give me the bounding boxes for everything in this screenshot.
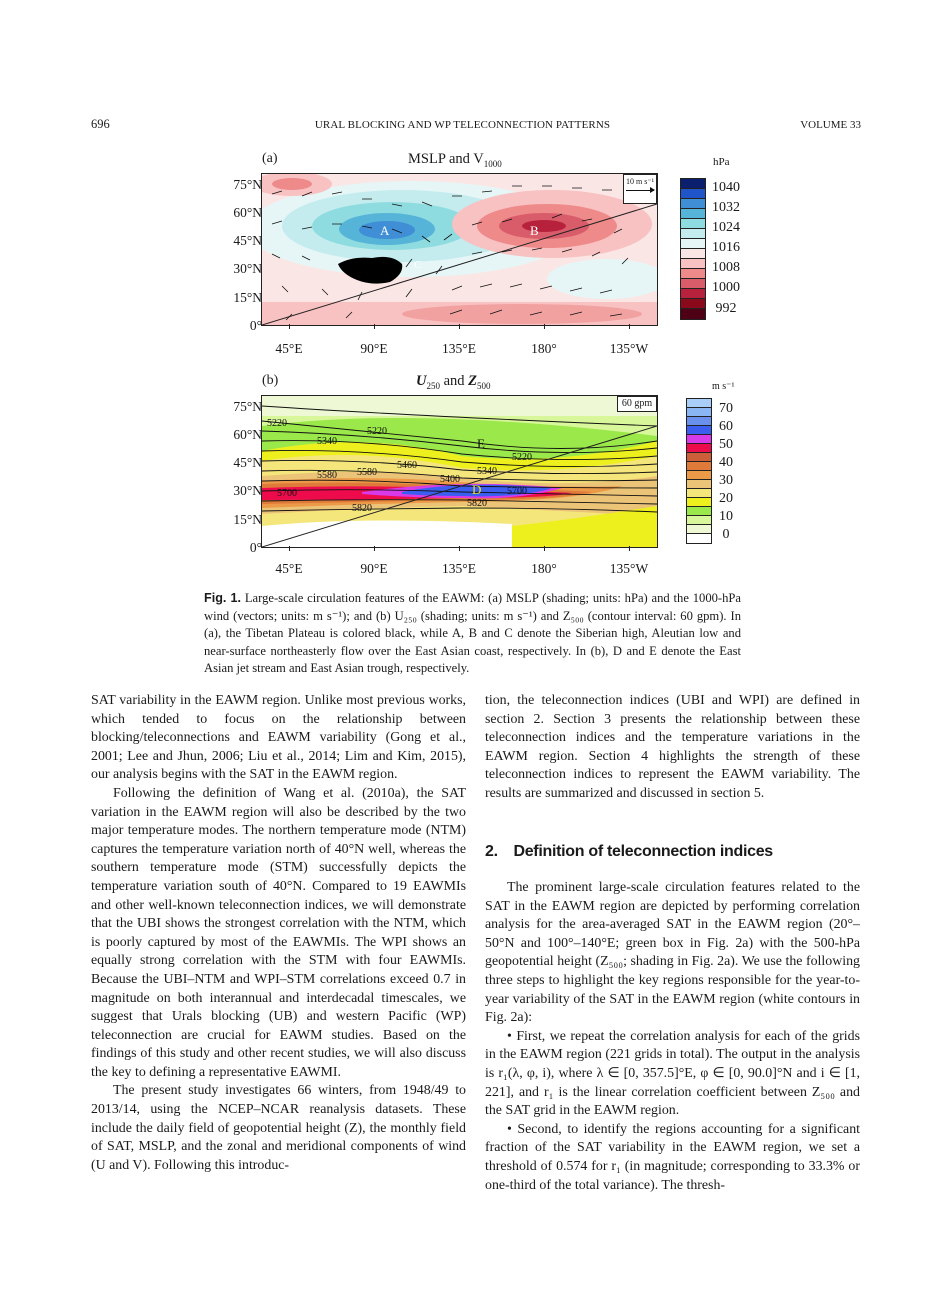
colorbar-label: 1016 [712, 240, 740, 255]
mslp-map [261, 173, 658, 326]
panel-a-title-text: MSLP and V [408, 151, 484, 167]
panel-b-title-and: and [439, 373, 469, 389]
panel-b-label: (b) [262, 373, 279, 388]
colorbar-label: 50 [719, 437, 733, 452]
panel-a-title [408, 151, 502, 169]
x-tick-label: 135°W [609, 561, 649, 576]
colorbar-label: 1024 [712, 220, 740, 235]
x-tick-label: 90°E [360, 341, 388, 356]
y-tick-label: 45°N [233, 455, 262, 470]
svg-text:5700: 5700 [277, 488, 297, 499]
y-tick-label: 45°N [233, 233, 262, 248]
y-tick-label: 60°N [233, 427, 262, 442]
colorbar-label: 30 [719, 473, 733, 488]
paragraph: SAT variability in the EAWM region. Unlike most previous works, which tended to focus on the relationship between blocking/teleconnections and EAWM variability (Gong et al., 2001; Lee and Jhun, 2006; Liu et al., 2014; Lim and Kim, 2015), our analysis begins with the SAT in the EAWM region. [91, 693, 466, 783]
y-tick-label: 75°N [233, 399, 262, 414]
svg-text:5580: 5580 [317, 470, 337, 481]
panel-b-title-z: Z [468, 373, 478, 389]
paragraph: The prominent large-scale circulation features related to the SAT in the EAWM region are depicted by performing correlation analysis for the area-averaged SAT in the EAWM region (20°–50°N and 100°–140°E; green box in Fig. 2a) with the 500-hPa geopotential height (Z₅₀₀; shading in Fig. 2a). We use the following three steps to highlight the key regions responsible for the year-to-year variability of the SAT in the EAWM region (white contours in Fig. 2a): [485, 880, 860, 1026]
panel-b-title-u: U [416, 373, 427, 389]
running-title: URAL BLOCKING AND WP TELECONNECTION PATTERNS [314, 119, 611, 131]
marker-a: A [380, 223, 390, 238]
colorbar-a-unit: hPa [713, 156, 730, 168]
panel-b-title-u-sub: 250 [426, 380, 440, 391]
paragraph: • First, we repeat the correlation analysis for each of the grids in the EAWM region (221 grids in total). The output in the analysis is r₁(λ, φ, i), where λ ∈ [0, 357.5]°E, φ ∈ [0, 90.0]°N and i ∈ [1, 221], and r₁ is the linear correlation coefficient between Z₅₀₀ and the SAT grid in the EAWM region. [485, 1028, 860, 1119]
colorbar-label: 1000 [712, 280, 740, 295]
svg-text:5700: 5700 [507, 486, 527, 497]
colorbar-b-unit: m s⁻¹ [712, 381, 735, 392]
colorbar-label: 1040 [712, 180, 740, 195]
x-tick-label: 90°E [360, 561, 388, 576]
caption-text: Large-scale circulation features of the EAWM: (a) MSLP (shading; units: hPa) and the 1000-hPa wind (vectors; units: m s⁻¹); and (b) U₂₅₀ (shading; units: m s⁻¹) and Z₅₀₀ (contour interval: 60 gpm). In (a), the Tibetan Plateau is colored black, while A, B and C denote the Siberian high, Aleutian low and near-surface northeasterly flow over the East Asian coast, respectively. In (b), D and E denote the East Asian jet stream and East Asian trough, respectively. [204, 591, 741, 675]
colorbar-label: 40 [719, 455, 733, 470]
figure-caption [204, 590, 741, 678]
colorbar-label: 10 [719, 509, 733, 524]
x-tick-label: 180° [531, 561, 557, 576]
paragraph: tion, the teleconnection indices (UBI and WPI) are defined in section 2. Section 3 presents the relationship between these teleconnection indices and the temperature variations in the EAWM region. Section 4 highlights the strength of these teleconnection indices to represent the EAWM variability. The results are summarized and discussed in section 5. [485, 693, 860, 801]
x-tick-label: 135°W [609, 341, 649, 356]
reference-vector-box [623, 174, 657, 204]
y-tick-label: 60°N [233, 205, 262, 220]
volume-label: VOLUME 33 [800, 119, 861, 131]
colorbar-label: 70 [719, 401, 733, 416]
x-tick-label: 135°E [442, 561, 476, 576]
x-tick-label: 45°E [275, 341, 303, 356]
svg-text:5820: 5820 [467, 498, 487, 509]
u250-shading [262, 396, 657, 547]
y-tick-label: 30°N [233, 483, 262, 498]
svg-text:5220: 5220 [267, 418, 287, 429]
colorbar-label: 0 [722, 527, 730, 542]
paragraph: • Second, to identify the regions accounting for a significant fraction of the SAT variability in the EAWM region, we set a threshold of 0.574 for r₁ (in magnitude; corresponding to 33.3% or one-third of the total variance). The thresh- [485, 1121, 860, 1193]
colorbar-label: 1008 [712, 260, 740, 275]
paragraph: Following the definition of Wang et al. (2010a), the SAT variation in the EAWM region will also be described by the two major temperature modes. The northern temperature mode (NTM) captures the temperature variation north of 40°N well, whereas the southern temperature mode (STM) successfully depicts the temperature variation south of 40°N. Compared to 19 EAWMIs and other well-known teleconnection indices, we will demonstrate that the UBI shows the strongest correlation with the NTM, which is poorly captured by most of the EAWMIs. The WPI shows an equally strong correlation with the STM with four EAWMIs. Because the UBI–NTM and WPI–STM correlations exceed 0.7 in magnitude on both interannual and interdecadal timescales, we suggest that Urals blocking (UB) and western Pacific (WP) teleconnection are crucial for EAWM studies. Based on the findings of this study and other recent studies, we will also discuss the key to defining a representative EAWMI. [91, 785, 466, 1080]
jet-stream-map [261, 395, 658, 548]
svg-text:5820: 5820 [352, 503, 372, 514]
mslp-shading [262, 174, 657, 325]
svg-text:5220: 5220 [512, 452, 532, 463]
colorbar-label: 1032 [712, 200, 740, 215]
page-number: 696 [91, 117, 110, 131]
marker-b: B [530, 223, 539, 238]
y-tick-label: 0° [249, 318, 262, 333]
svg-text:5340: 5340 [477, 466, 497, 477]
colorbar-a [680, 178, 706, 320]
y-tick-label: 15°N [233, 290, 262, 305]
right-column [485, 692, 860, 804]
svg-text:5340: 5340 [317, 436, 337, 447]
x-tick-label: 45°E [275, 561, 303, 576]
right-column-section-2 [485, 879, 860, 1195]
y-tick-label: 30°N [233, 261, 262, 276]
section-heading: 2. Definition of teleconnection indices [485, 843, 773, 860]
marker-c: C [414, 259, 422, 271]
colorbar-label: 60 [719, 419, 733, 434]
left-column [91, 692, 466, 1175]
panel-b-title-z-sub: 500 [477, 380, 491, 391]
panel-a-title-sub: 1000 [483, 158, 502, 169]
panel-a-label: (a) [262, 151, 278, 166]
caption-label: Fig. 1. [204, 591, 242, 605]
y-tick-label: 15°N [233, 512, 262, 527]
svg-text:5580: 5580 [357, 467, 377, 478]
svg-text:5400: 5400 [440, 474, 460, 485]
x-tick-label: 135°E [442, 341, 476, 356]
reference-vector-label: 10 m s⁻¹ [626, 177, 654, 186]
panel-b-title [416, 373, 491, 391]
colorbar-label: 20 [719, 491, 733, 506]
x-tick-label: 180° [531, 341, 557, 356]
contour-interval-box: 60 gpm [617, 396, 657, 412]
svg-text:5220: 5220 [367, 426, 387, 437]
y-tick-label: 0° [249, 540, 262, 555]
y-tick-label: 75°N [233, 177, 262, 192]
reference-arrow-icon [626, 190, 654, 191]
svg-text:5460: 5460 [397, 460, 417, 471]
colorbar-label: 992 [715, 301, 737, 316]
marker-e: E [477, 436, 485, 451]
marker-d: D [472, 482, 482, 497]
paragraph: The present study investigates 66 winters, from 1948/49 to 2013/14, using the NCEP–NCAR reanalysis datasets. These include the daily field of geopotential height (Z), the monthly field of SAT, MSLP, and the zonal and meridional components of wind (U and V). Following this introduc- [91, 1083, 466, 1173]
